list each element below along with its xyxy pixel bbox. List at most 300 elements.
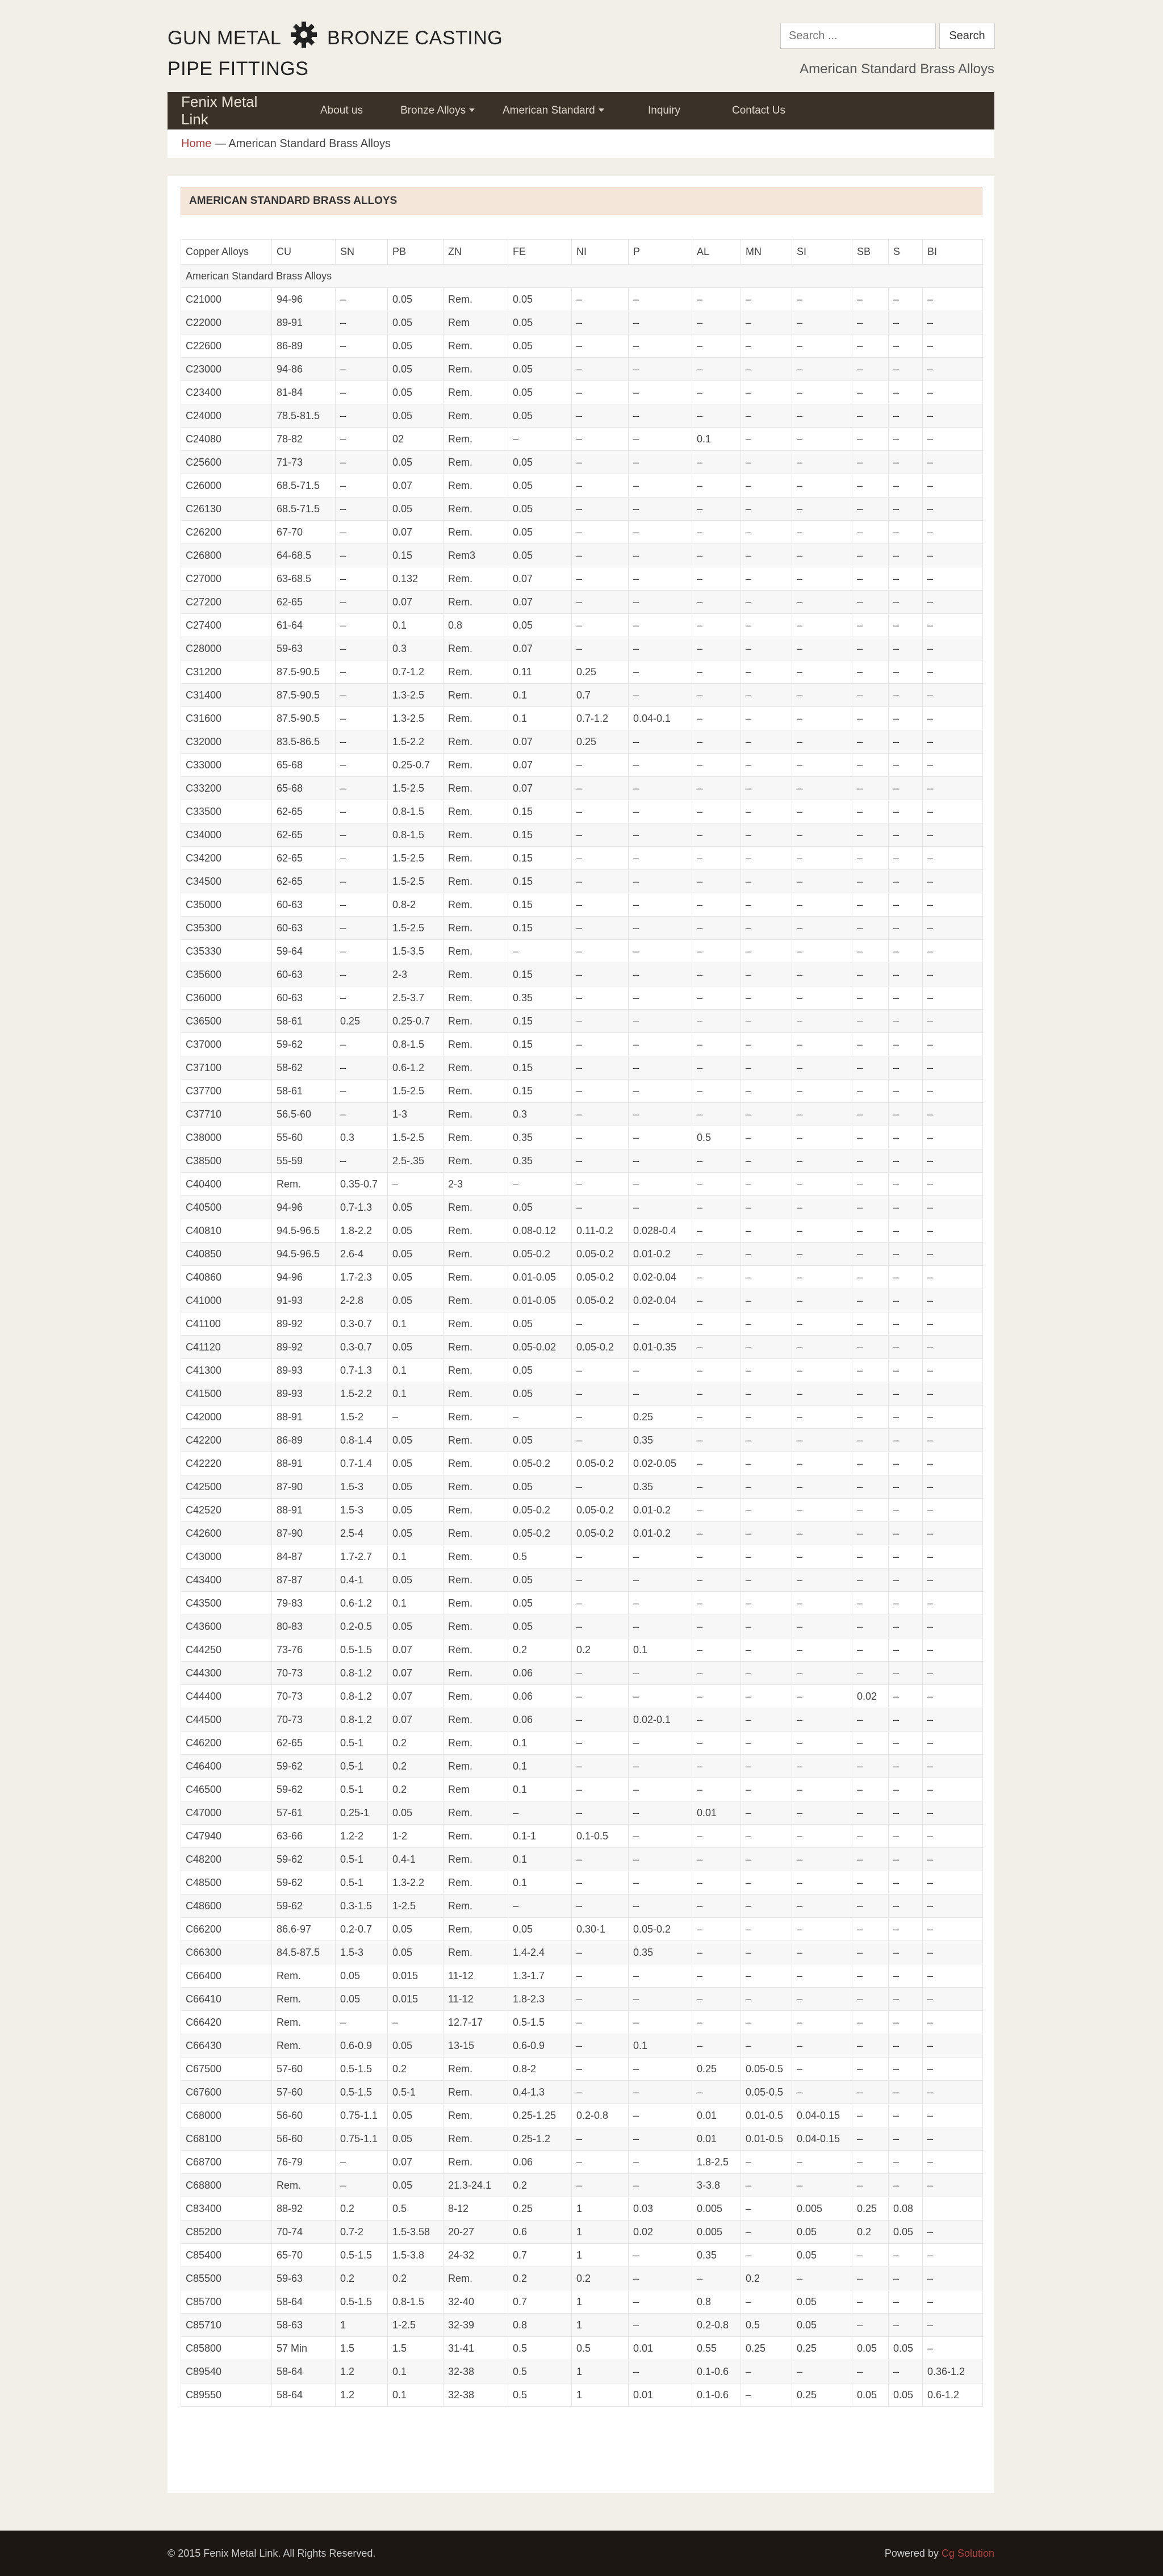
table-cell: Rem. bbox=[444, 917, 508, 940]
table-row bbox=[181, 1312, 983, 1336]
table-cell: – bbox=[923, 2011, 983, 2034]
table-cell: 57 Min bbox=[272, 2337, 336, 2360]
table-cell: 1 bbox=[572, 2314, 629, 2337]
table-cell: 56-60 bbox=[272, 2127, 336, 2151]
table-cell: – bbox=[889, 1149, 923, 1173]
table-cell: – bbox=[692, 1452, 741, 1475]
table-cell: 1.5-2.5 bbox=[388, 847, 444, 870]
table-cell: 0.75-1.1 bbox=[336, 2104, 388, 2127]
table-cell: – bbox=[629, 614, 692, 637]
table-cell: – bbox=[741, 1941, 792, 1964]
site-title[interactable] bbox=[168, 20, 503, 82]
table-cell: – bbox=[741, 1615, 792, 1638]
table-cell: – bbox=[741, 614, 792, 637]
table-cell: – bbox=[923, 1359, 983, 1382]
table-cell: 2.5-4 bbox=[336, 1522, 388, 1545]
table-cell: – bbox=[889, 1825, 923, 1848]
table-cell: C27400 bbox=[181, 614, 272, 637]
table-cell: – bbox=[741, 1964, 792, 1988]
table-cell: – bbox=[792, 358, 852, 381]
table-cell: – bbox=[852, 2360, 889, 2383]
table-cell: – bbox=[923, 870, 983, 893]
table-cell: 1.8-2.2 bbox=[336, 1219, 388, 1243]
table-cell: 88-91 bbox=[272, 1406, 336, 1429]
table-cell: – bbox=[741, 1569, 792, 1592]
table-cell: – bbox=[629, 684, 692, 707]
table-cell: – bbox=[741, 1033, 792, 1056]
table-header-cell: BI bbox=[923, 240, 983, 265]
table-cell: 1.5-2 bbox=[336, 1406, 388, 1429]
table-cell: – bbox=[852, 1732, 889, 1755]
table-cell: 0.15 bbox=[508, 800, 572, 823]
table-cell: 0.2 bbox=[336, 2197, 388, 2220]
table-cell: – bbox=[572, 404, 629, 428]
table-cell: 0.01 bbox=[692, 2104, 741, 2127]
table-cell: – bbox=[889, 2314, 923, 2337]
table-cell: – bbox=[792, 1126, 852, 1149]
table-cell: C41120 bbox=[181, 1336, 272, 1359]
table-cell: 0.05 bbox=[388, 1522, 444, 1545]
table-cell: – bbox=[792, 1755, 852, 1778]
table-cell: C42220 bbox=[181, 1452, 272, 1475]
table-cell: – bbox=[889, 754, 923, 777]
table-cell: – bbox=[572, 1778, 629, 1801]
table-cell: 0.1-1 bbox=[508, 1825, 572, 1848]
table-cell: – bbox=[792, 1080, 852, 1103]
table-cell: 0.05 bbox=[388, 1336, 444, 1359]
table-cell: – bbox=[923, 1732, 983, 1755]
table-cell: 0.05 bbox=[336, 1988, 388, 2011]
table-cell: – bbox=[923, 963, 983, 986]
table-cell: – bbox=[692, 1732, 741, 1755]
table-cell: C23000 bbox=[181, 358, 272, 381]
table-cell: – bbox=[692, 1964, 741, 1988]
table-cell: 0.5-1 bbox=[336, 1755, 388, 1778]
table-cell: – bbox=[852, 1033, 889, 1056]
table-cell: 0.3 bbox=[508, 1103, 572, 1126]
table-cell: 0.07 bbox=[388, 474, 444, 497]
table-cell: – bbox=[741, 1359, 792, 1382]
table-cell: 0.5-1.5 bbox=[336, 2244, 388, 2267]
table-cell: – bbox=[889, 311, 923, 334]
table-cell: 0.015 bbox=[388, 1964, 444, 1988]
table-cell: 0.05 bbox=[388, 1429, 444, 1452]
table-cell: 0.1 bbox=[388, 1382, 444, 1406]
table-cell: – bbox=[923, 1243, 983, 1266]
table-cell: – bbox=[792, 684, 852, 707]
table-cell: – bbox=[852, 684, 889, 707]
table-cell: – bbox=[336, 591, 388, 614]
table-cell: – bbox=[508, 1801, 572, 1825]
alloys-table-body bbox=[181, 265, 983, 2407]
table-cell: – bbox=[572, 1056, 629, 1080]
table-cell: – bbox=[692, 1475, 741, 1499]
table-row bbox=[181, 1848, 983, 1871]
table-cell: – bbox=[629, 1848, 692, 1871]
table-row bbox=[181, 1033, 983, 1056]
table-cell: – bbox=[572, 963, 629, 986]
table-cell: 87.5-90.5 bbox=[272, 707, 336, 730]
table-cell: 1.2 bbox=[336, 2360, 388, 2383]
table-cell: – bbox=[852, 823, 889, 847]
table-cell: – bbox=[792, 823, 852, 847]
table-cell: 0.05 bbox=[508, 358, 572, 381]
table-cell: 61-64 bbox=[272, 614, 336, 637]
table-cell: Rem. bbox=[444, 1638, 508, 1662]
table-cell: – bbox=[692, 1685, 741, 1708]
table-row bbox=[181, 1964, 983, 1988]
table-cell: Rem. bbox=[444, 1522, 508, 1545]
table-cell: 1.5-3.8 bbox=[388, 2244, 444, 2267]
table-cell: – bbox=[572, 2174, 629, 2197]
table-cell: 0.8-1.5 bbox=[388, 823, 444, 847]
table-row bbox=[181, 1452, 983, 1475]
table-cell: C66420 bbox=[181, 2011, 272, 2034]
footer-copyright: © 2015 Fenix Metal Link. All Rights Reserved. bbox=[168, 2548, 376, 2559]
table-cell: – bbox=[692, 1638, 741, 1662]
table-cell: – bbox=[629, 1755, 692, 1778]
table-cell: – bbox=[923, 1010, 983, 1033]
table-cell: – bbox=[852, 567, 889, 591]
table-cell: – bbox=[852, 940, 889, 963]
table-cell: – bbox=[889, 1685, 923, 1708]
table-cell: C33500 bbox=[181, 800, 272, 823]
nav-item-contact-us[interactable]: Contact Us bbox=[732, 104, 785, 116]
table-cell: – bbox=[629, 2174, 692, 2197]
table-cell: 78.5-81.5 bbox=[272, 404, 336, 428]
table-cell: C40860 bbox=[181, 1266, 272, 1289]
table-cell: – bbox=[852, 2244, 889, 2267]
table-cell: – bbox=[923, 2151, 983, 2174]
table-cell: – bbox=[792, 311, 852, 334]
table-cell: – bbox=[336, 986, 388, 1010]
table-cell: 0.05 bbox=[388, 1243, 444, 1266]
table-cell: 0.3 bbox=[336, 1126, 388, 1149]
table-cell: 1.2-2 bbox=[336, 1825, 388, 1848]
table-cell: – bbox=[792, 754, 852, 777]
table-cell: C43400 bbox=[181, 1569, 272, 1592]
table-row bbox=[181, 2011, 983, 2034]
nav-item-american-standard[interactable]: American Standard bbox=[503, 104, 604, 117]
table-cell: – bbox=[741, 707, 792, 730]
table-cell: – bbox=[692, 1499, 741, 1522]
table-cell: – bbox=[792, 1429, 852, 1452]
table-cell: – bbox=[923, 1755, 983, 1778]
table-cell: – bbox=[692, 1312, 741, 1336]
table-cell: – bbox=[923, 1708, 983, 1732]
table-cell: 0.05-0.5 bbox=[741, 2058, 792, 2081]
table-cell: – bbox=[692, 1056, 741, 1080]
table-cell: Rem. bbox=[444, 2127, 508, 2151]
table-cell: 0.8-1.2 bbox=[336, 1662, 388, 1685]
table-cell: 0.05 bbox=[388, 2034, 444, 2058]
table-cell: – bbox=[852, 288, 889, 311]
table-cell: C89550 bbox=[181, 2383, 272, 2407]
table-cell: – bbox=[852, 544, 889, 567]
table-row bbox=[181, 1778, 983, 1801]
table-cell: – bbox=[692, 1569, 741, 1592]
table-cell: – bbox=[629, 1685, 692, 1708]
table-cell: 0.25 bbox=[792, 2383, 852, 2407]
table-cell: – bbox=[741, 521, 792, 544]
table-cell: 83.5-86.5 bbox=[272, 730, 336, 754]
table-cell: – bbox=[852, 986, 889, 1010]
table-cell: – bbox=[889, 614, 923, 637]
table-cell: – bbox=[792, 451, 852, 474]
table-cell: – bbox=[852, 404, 889, 428]
table-cell: – bbox=[852, 2011, 889, 2034]
table-cell: – bbox=[692, 474, 741, 497]
table-cell: 0.5 bbox=[692, 1126, 741, 1149]
table-cell: – bbox=[923, 893, 983, 917]
table-cell: – bbox=[889, 2267, 923, 2290]
search-input[interactable] bbox=[780, 23, 936, 49]
table-cell: – bbox=[852, 1103, 889, 1126]
table-cell: 0.25 bbox=[572, 660, 629, 684]
table-cell: 0.5-1.5 bbox=[336, 1638, 388, 1662]
table-row bbox=[181, 1988, 983, 2011]
table-cell: – bbox=[336, 2174, 388, 2197]
table-row bbox=[181, 1732, 983, 1755]
table-cell: 0.2 bbox=[388, 2267, 444, 2290]
table-cell: Rem. bbox=[444, 2151, 508, 2174]
table-cell: Rem. bbox=[444, 1243, 508, 1266]
table-cell: 24-32 bbox=[444, 2244, 508, 2267]
table-row bbox=[181, 1080, 983, 1103]
table-row bbox=[181, 1475, 983, 1499]
table-cell: – bbox=[923, 451, 983, 474]
table-cell: – bbox=[692, 591, 741, 614]
table-cell: 0.005 bbox=[692, 2197, 741, 2220]
table-cell: 0.02-0.04 bbox=[629, 1266, 692, 1289]
table-cell: – bbox=[889, 660, 923, 684]
table-cell: – bbox=[792, 1406, 852, 1429]
table-cell: – bbox=[889, 1499, 923, 1522]
table-cell: – bbox=[889, 1545, 923, 1569]
table-cell: 0.2 bbox=[388, 1755, 444, 1778]
table-cell: – bbox=[792, 1569, 852, 1592]
table-cell: – bbox=[923, 800, 983, 823]
table-row bbox=[181, 637, 983, 660]
table-cell: 80-83 bbox=[272, 1615, 336, 1638]
table-cell: – bbox=[629, 1056, 692, 1080]
table-cell: 1-3 bbox=[388, 1103, 444, 1126]
table-cell: 59-64 bbox=[272, 940, 336, 963]
caret-down-icon bbox=[469, 108, 475, 112]
table-cell: – bbox=[741, 1103, 792, 1126]
table-cell: 0.02-0.04 bbox=[629, 1289, 692, 1312]
table-cell: 0.15 bbox=[388, 544, 444, 567]
table-cell: – bbox=[692, 2267, 741, 2290]
table-cell: 0.015 bbox=[388, 1988, 444, 2011]
table-cell: Rem. bbox=[444, 730, 508, 754]
table-cell: – bbox=[336, 614, 388, 637]
table-cell: 0.07 bbox=[508, 591, 572, 614]
table-cell: – bbox=[741, 870, 792, 893]
table-row bbox=[181, 1662, 983, 1685]
table-cell: – bbox=[923, 1592, 983, 1615]
table-cell: – bbox=[923, 1895, 983, 1918]
footer-powered-link[interactable]: Cg Solution bbox=[941, 2548, 994, 2559]
table-cell: 0.5-1.5 bbox=[336, 2058, 388, 2081]
table-cell: – bbox=[692, 1871, 741, 1895]
table-cell: Rem. bbox=[444, 986, 508, 1010]
table-cell: – bbox=[572, 1359, 629, 1382]
table-cell: – bbox=[572, 637, 629, 660]
table-cell: 0.02-0.05 bbox=[629, 1452, 692, 1475]
table-cell: – bbox=[629, 2244, 692, 2267]
table-cell: – bbox=[629, 2011, 692, 2034]
table-cell: – bbox=[629, 1173, 692, 1196]
table-cell: – bbox=[572, 986, 629, 1010]
nav-brand-link[interactable]: Fenix Metal Link bbox=[181, 93, 258, 128]
table-cell: 94-86 bbox=[272, 358, 336, 381]
table-cell: 0.2-0.8 bbox=[692, 2314, 741, 2337]
table-cell: 0.25-1 bbox=[336, 1801, 388, 1825]
table-cell: – bbox=[692, 823, 741, 847]
table-cell: – bbox=[692, 1429, 741, 1452]
table-cell: – bbox=[923, 2081, 983, 2104]
table-cell: – bbox=[692, 1243, 741, 1266]
table-cell: – bbox=[792, 1056, 852, 1080]
table-cell: 0.1-0.5 bbox=[572, 1825, 629, 1848]
table-cell: Rem. bbox=[444, 1475, 508, 1499]
table-cell: 70-73 bbox=[272, 1685, 336, 1708]
table-cell: – bbox=[852, 1475, 889, 1499]
table-cell: – bbox=[629, 2151, 692, 2174]
table-cell: – bbox=[741, 1988, 792, 2011]
table-cell: 0.2-0.7 bbox=[336, 1918, 388, 1941]
table-cell: – bbox=[629, 1010, 692, 1033]
table-cell: 0.05 bbox=[508, 1918, 572, 1941]
table-cell: C43000 bbox=[181, 1545, 272, 1569]
table-cell: C44250 bbox=[181, 1638, 272, 1662]
table-cell: – bbox=[629, 2267, 692, 2290]
table-cell: 0.06 bbox=[508, 1708, 572, 1732]
table-cell: – bbox=[741, 1871, 792, 1895]
breadcrumb-home-link[interactable]: Home bbox=[181, 137, 212, 150]
table-cell: C85800 bbox=[181, 2337, 272, 2360]
nav-item-about-us[interactable]: About us bbox=[320, 104, 363, 116]
table-cell: 1.8-2.3 bbox=[508, 1988, 572, 2011]
table-cell: Rem. bbox=[444, 847, 508, 870]
table-cell: – bbox=[336, 474, 388, 497]
table-cell: 0.05 bbox=[388, 497, 444, 521]
table-cell: – bbox=[692, 1289, 741, 1312]
table-cell: – bbox=[792, 707, 852, 730]
table-cell: – bbox=[629, 1149, 692, 1173]
table-cell bbox=[923, 2197, 983, 2220]
table-cell: – bbox=[572, 1941, 629, 1964]
table-cell: C41300 bbox=[181, 1359, 272, 1382]
table-cell: 0.01 bbox=[692, 1801, 741, 1825]
table-cell: – bbox=[852, 1406, 889, 1429]
search-button[interactable]: Search bbox=[939, 23, 995, 49]
table-cell: – bbox=[741, 754, 792, 777]
table-cell: – bbox=[889, 404, 923, 428]
table-cell: – bbox=[629, 428, 692, 451]
table-cell: – bbox=[889, 567, 923, 591]
table-cell: – bbox=[889, 1964, 923, 1988]
table-row bbox=[181, 1406, 983, 1429]
table-cell: – bbox=[792, 2360, 852, 2383]
table-cell: Rem. bbox=[444, 288, 508, 311]
table-cell: – bbox=[572, 823, 629, 847]
table-cell: – bbox=[692, 1406, 741, 1429]
table-cell: C85200 bbox=[181, 2220, 272, 2244]
table-cell: 0.01-0.35 bbox=[629, 1336, 692, 1359]
table-cell: 0.05 bbox=[388, 1918, 444, 1941]
table-cell: – bbox=[792, 1848, 852, 1871]
table-cell: – bbox=[692, 1103, 741, 1126]
table-cell: – bbox=[692, 358, 741, 381]
table-cell: – bbox=[741, 1475, 792, 1499]
table-cell: – bbox=[336, 428, 388, 451]
table-cell: – bbox=[889, 777, 923, 800]
table-cell: 0.3-0.7 bbox=[336, 1312, 388, 1336]
table-cell: – bbox=[923, 288, 983, 311]
table-cell: – bbox=[336, 288, 388, 311]
table-cell: – bbox=[889, 963, 923, 986]
table-cell: C89540 bbox=[181, 2360, 272, 2383]
table-cell: 62-65 bbox=[272, 800, 336, 823]
table-cell: – bbox=[741, 986, 792, 1010]
table-cell: 88-92 bbox=[272, 2197, 336, 2220]
table-cell: 0.05 bbox=[388, 2174, 444, 2197]
table-cell: – bbox=[889, 2058, 923, 2081]
table-cell: 0.08 bbox=[889, 2197, 923, 2220]
site-footer bbox=[0, 2531, 1163, 2576]
table-cell: – bbox=[692, 1010, 741, 1033]
table-cell: – bbox=[741, 1685, 792, 1708]
table-cell: – bbox=[923, 660, 983, 684]
table-cell: C27000 bbox=[181, 567, 272, 591]
table-cell: – bbox=[508, 1895, 572, 1918]
table-cell: – bbox=[692, 1615, 741, 1638]
table-header-cell: SB bbox=[852, 240, 889, 265]
table-cell: – bbox=[692, 381, 741, 404]
table-cell: – bbox=[692, 1219, 741, 1243]
table-cell: 0.05 bbox=[388, 358, 444, 381]
table-cell: – bbox=[336, 2151, 388, 2174]
table-cell: 0.5 bbox=[508, 1545, 572, 1569]
table-cell: – bbox=[629, 847, 692, 870]
table-cell: Rem. bbox=[444, 1406, 508, 1429]
table-row bbox=[181, 800, 983, 823]
table-cell: – bbox=[572, 2058, 629, 2081]
table-cell: – bbox=[741, 1336, 792, 1359]
table-cell: 0.01 bbox=[629, 2383, 692, 2407]
table-cell: 89-93 bbox=[272, 1359, 336, 1382]
table-cell: 88-91 bbox=[272, 1452, 336, 1475]
table-cell: C38500 bbox=[181, 1149, 272, 1173]
table-cell: 0.25-0.7 bbox=[388, 1010, 444, 1033]
table-cell: C85700 bbox=[181, 2290, 272, 2314]
table-cell: – bbox=[692, 1545, 741, 1569]
nav-item-bronze-alloys[interactable]: Bronze Alloys bbox=[400, 104, 475, 117]
table-cell: – bbox=[792, 1499, 852, 1522]
table-cell: – bbox=[889, 730, 923, 754]
table-cell: 0.08-0.12 bbox=[508, 1219, 572, 1243]
table-cell: 0.2-0.8 bbox=[572, 2104, 629, 2127]
table-cell: 0.01-0.5 bbox=[741, 2127, 792, 2151]
table-cell: – bbox=[792, 1475, 852, 1499]
table-cell: – bbox=[692, 1708, 741, 1732]
nav-item-inquiry[interactable]: Inquiry bbox=[648, 104, 681, 116]
table-cell: – bbox=[572, 940, 629, 963]
table-cell: – bbox=[572, 1033, 629, 1056]
table-header-cell: AL bbox=[692, 240, 741, 265]
